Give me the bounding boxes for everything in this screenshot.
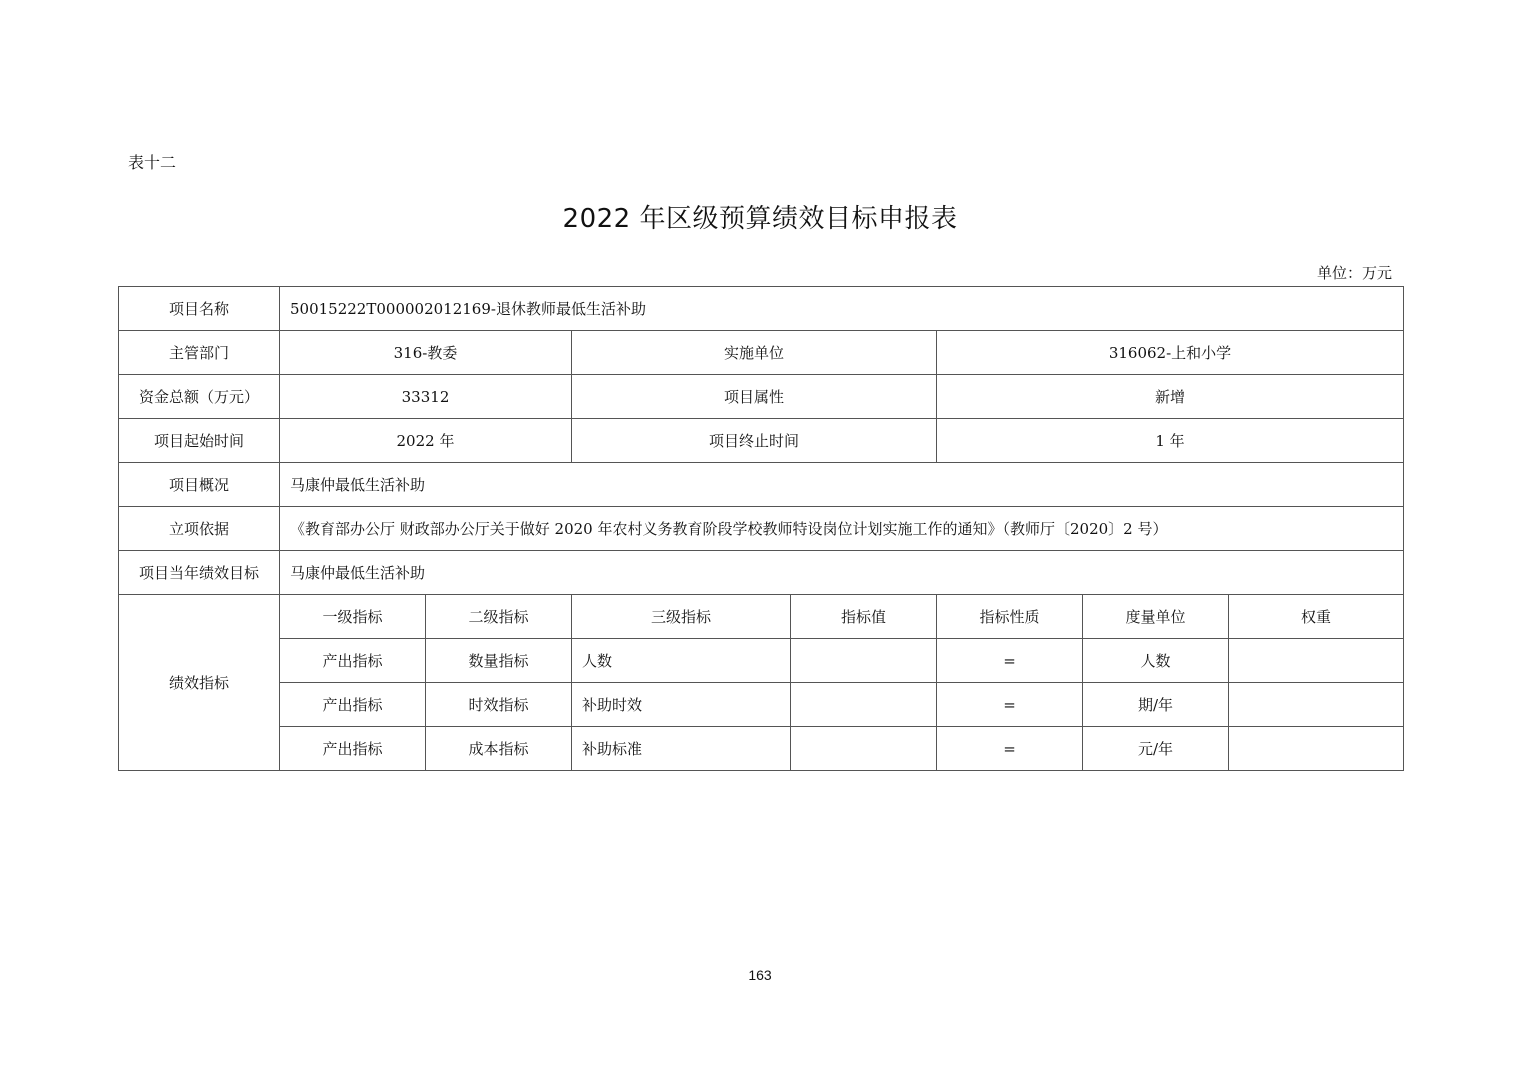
impl-value: 316062-上和小学	[937, 331, 1404, 375]
header-value: 指标值	[791, 595, 937, 639]
row-overview	[119, 463, 1404, 507]
indicator-header-row	[119, 595, 1404, 639]
header-unit: 度量单位	[1083, 595, 1229, 639]
basis-label: 立项依据	[119, 507, 280, 551]
page-title: 2022 年区级预算绩效目标申报表	[562, 204, 958, 234]
nature-cell: =	[937, 727, 1083, 771]
table-row	[119, 683, 1404, 727]
level1-cell: 产出指标	[280, 727, 426, 771]
goal-label: 项目当年绩效目标	[119, 551, 280, 595]
row-goal	[119, 551, 1404, 595]
dept-label: 主管部门	[119, 331, 280, 375]
header-nature: 指标性质	[937, 595, 1083, 639]
header-weight: 权重	[1229, 595, 1404, 639]
nature-cell: =	[937, 683, 1083, 727]
impl-label: 实施单位	[572, 331, 937, 375]
table-row	[119, 727, 1404, 771]
project-name-label: 项目名称	[119, 287, 280, 331]
value-cell	[791, 683, 937, 727]
table-label: 表十二	[128, 153, 177, 172]
weight-cell	[1229, 683, 1404, 727]
attr-label: 项目属性	[572, 375, 937, 419]
end-label: 项目终止时间	[572, 419, 937, 463]
start-value: 2022 年	[280, 419, 572, 463]
row-funds	[119, 375, 1404, 419]
start-label: 项目起始时间	[119, 419, 280, 463]
level3-cell: 补助时效	[572, 683, 791, 727]
unit-label: 单位：万元	[1316, 264, 1392, 282]
attr-value: 新增	[937, 375, 1404, 419]
level2-cell: 时效指标	[426, 683, 572, 727]
unit-cell: 期/年	[1083, 683, 1229, 727]
level3-cell: 人数	[572, 639, 791, 683]
basis-value: 《教育部办公厅 财政部办公厅关于做好 2020 年农村义务教育阶段学校教师特设岗位计划实施工作的通知》（教师厅〔2020〕2 号）	[280, 507, 1404, 551]
row-project-name	[119, 287, 1404, 331]
indicator-section-label: 绩效指标	[119, 595, 280, 771]
row-basis	[119, 507, 1404, 551]
overview-label: 项目概况	[119, 463, 280, 507]
weight-cell	[1229, 639, 1404, 683]
header-level1: 一级指标	[280, 595, 426, 639]
row-department	[119, 331, 1404, 375]
header-level2: 二级指标	[426, 595, 572, 639]
level1-cell: 产出指标	[280, 639, 426, 683]
funds-label: 资金总额（万元）	[119, 375, 280, 419]
unit-cell: 人数	[1083, 639, 1229, 683]
page-number: 163	[748, 967, 772, 983]
value-cell	[791, 639, 937, 683]
level3-cell: 补助标准	[572, 727, 791, 771]
end-value: 1 年	[937, 419, 1404, 463]
table-row	[119, 639, 1404, 683]
nature-cell: =	[937, 639, 1083, 683]
dept-value: 316-教委	[280, 331, 572, 375]
level2-cell: 成本指标	[426, 727, 572, 771]
value-cell	[791, 727, 937, 771]
weight-cell	[1229, 727, 1404, 771]
overview-value: 马康仲最低生活补助	[280, 463, 1404, 507]
row-time	[119, 419, 1404, 463]
budget-performance-table	[118, 286, 1404, 771]
level1-cell: 产出指标	[280, 683, 426, 727]
header-level3: 三级指标	[572, 595, 791, 639]
funds-value: 33312	[280, 375, 572, 419]
level2-cell: 数量指标	[426, 639, 572, 683]
unit-cell: 元/年	[1083, 727, 1229, 771]
project-name-value: 50015222T000002012169-退休教师最低生活补助	[280, 287, 1404, 331]
goal-value: 马康仲最低生活补助	[280, 551, 1404, 595]
